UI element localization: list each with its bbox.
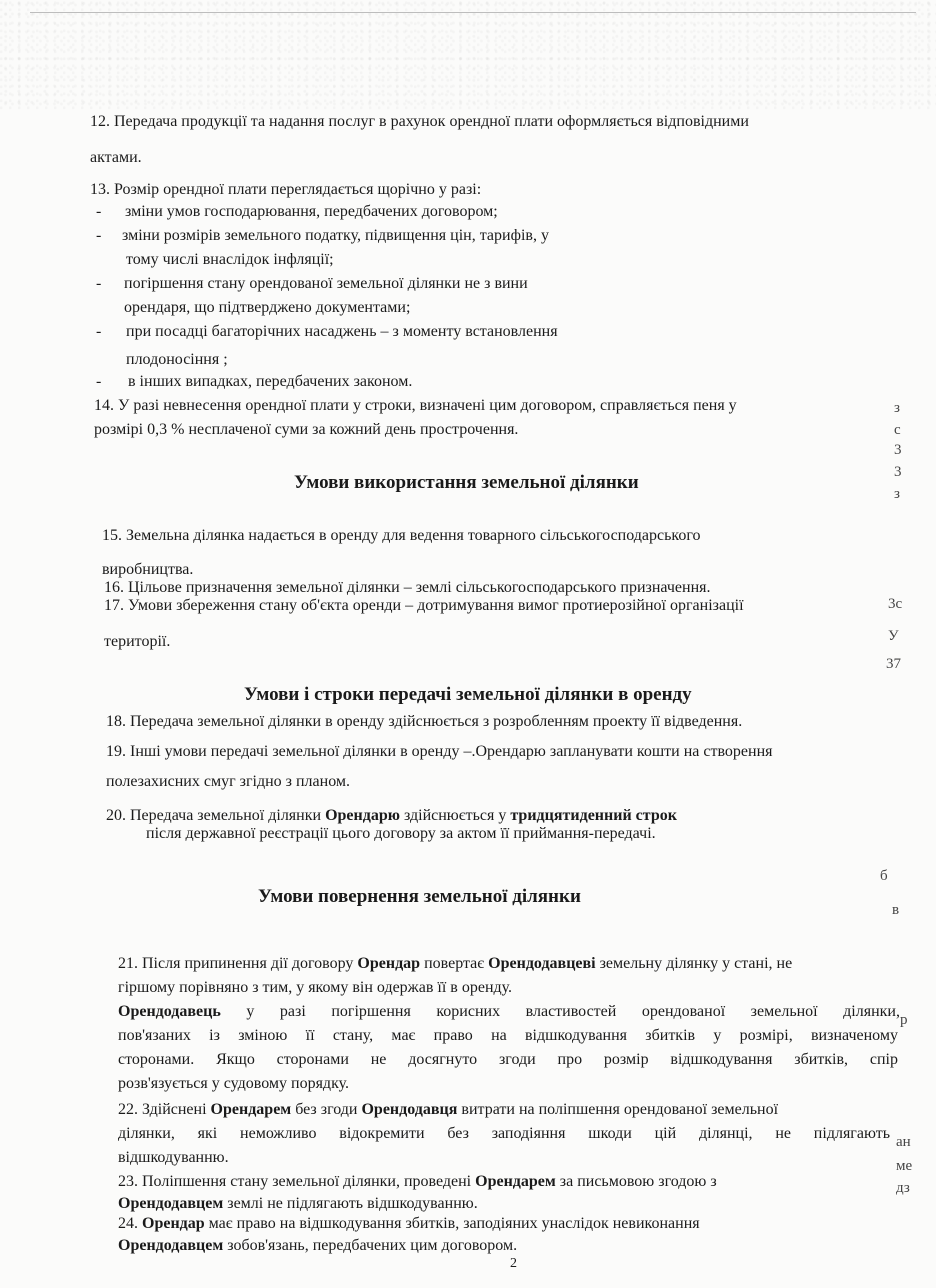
clause-13-item: зміни розмірів земельного податку, підвищення цін, тарифів, у: [122, 227, 549, 244]
clause-19-line-2: полезахисних смуг згідно з планом.: [106, 773, 351, 790]
clause-16: 16. Цільове призначення земельної ділянки – землі сільськогосподарського призначення.: [104, 579, 711, 596]
section-heading: Умови і строки передачі земельної ділянки в оренду: [244, 684, 692, 705]
clause-15-line-2: виробництва.: [102, 561, 194, 578]
list-dash: -: [96, 373, 102, 390]
clause-21-line-5: сторонами. Якщо сторонами не досягнуто згоди про розмір відшкодування збитків, спір: [118, 1051, 898, 1068]
edge-fragment: б: [880, 868, 888, 884]
clause-23-line-1: 23. Поліпшення стану земельної ділянки, проведені Орендарем за письмовою згодою з: [118, 1173, 717, 1190]
clause-12-line-1: 12. Передача продукції та надання послуг в рахунок орендної плати оформляється відповідними: [90, 113, 749, 130]
edge-fragment: ме: [896, 1158, 913, 1174]
edge-fragment: 3: [894, 442, 902, 458]
clause-17-line-2: території.: [104, 633, 171, 650]
clause-17-line-1: 17. Умови збереження стану об'єкта оренди – дотримування вимог протиерозійної організації: [104, 597, 744, 614]
clause-24-line-1: 24. Орендар має право на відшкодування збитків, заподіяних унаслідок невиконання: [118, 1215, 700, 1232]
edge-fragment: дз: [896, 1180, 910, 1196]
clause-13-item: зміни умов господарювання, передбачених договором;: [125, 203, 498, 220]
edge-fragment: з: [894, 400, 900, 416]
edge-fragment: 3с: [888, 596, 903, 612]
list-dash: -: [96, 203, 102, 220]
clause-14-line-2: розмірі 0,3 % несплаченої суми за кожний день прострочення.: [94, 421, 519, 438]
clause-19-line-1: 19. Інші умови передачі земельної ділянки в оренду –.Орендарю запланувати кошти на створення: [106, 743, 773, 760]
clause-21-line-4: пов'язаних із зміною її стану, має право на відшкодування збитків у розмірі, визначеному: [118, 1027, 898, 1044]
clause-20-line-2: після державної реєстрації цього договору за актом її приймання-передачі.: [146, 825, 656, 842]
clause-20-line-1: 20. Передача земельної ділянки Орендарю здійснюється у тридцятиденний строк: [106, 807, 677, 824]
edge-fragment: ан: [896, 1134, 911, 1150]
list-dash: -: [96, 323, 102, 340]
clause-13-intro: 13. Розмір орендної плати переглядається щорічно у разі:: [90, 181, 482, 198]
page-number: 2: [510, 1256, 517, 1271]
clause-13-item: плодоносіння ;: [126, 351, 228, 368]
top-border-line: [30, 12, 916, 13]
clause-13-item: погіршення стану орендованої земельної ділянки не з вини: [124, 275, 528, 292]
edge-fragment: в: [892, 902, 900, 918]
clause-24-line-2: Орендодавцем зобов'язань, передбачених цим договором.: [118, 1237, 518, 1254]
edge-fragment: з: [894, 486, 900, 502]
edge-fragment: с: [894, 422, 901, 438]
clause-13-item: в інших випадках, передбачених законом.: [128, 373, 413, 390]
edge-fragment: 3: [894, 464, 902, 480]
clause-22-line-2: ділянки, які неможливо відокремити без заподіяння шкоди цій ділянці, не підлягають: [118, 1125, 890, 1142]
clause-21-line-2: гіршому порівняно з тим, у якому він одержав її в оренду.: [118, 979, 513, 996]
clause-22-line-1: 22. Здійснені Орендарем без згоди Орендодавця витрати на поліпшення орендованої земельної: [118, 1101, 779, 1118]
clause-13-item: орендаря, що підтверджено документами;: [124, 299, 411, 316]
edge-fragment: р: [900, 1012, 908, 1028]
section-heading: Умови повернення земельної ділянки: [258, 886, 581, 907]
clause-23-line-2: Орендодавцем землі не підлягають відшкодуванню.: [118, 1195, 478, 1212]
edge-fragment: 37: [886, 656, 901, 672]
clause-14-line-1: 14. У разі невнесення орендної плати у строки, визначені цим договором, справляється пеня у: [94, 397, 737, 414]
clause-18: 18. Передача земельної ділянки в оренду здійснюється з розробленням проекту її відведення.: [106, 713, 743, 730]
clause-13-item: тому числі внаслідок інфляції;: [126, 251, 334, 268]
clause-21-line-1: 21. Після припинення дії договору Орендар повертає Орендодавцеві земельну ділянку у стані, не: [118, 955, 793, 972]
clause-21-line-6: розв'язується у судовому порядку.: [118, 1075, 350, 1092]
list-dash: -: [96, 275, 102, 292]
clause-15-line-1: 15. Земельна ділянка надається в оренду для ведення товарного сільськогосподарського: [102, 527, 701, 544]
clause-12-line-2: актами.: [90, 149, 142, 166]
scan-noise: [0, 0, 936, 110]
list-dash: -: [96, 227, 102, 244]
section-heading: Умови використання земельної ділянки: [294, 472, 639, 493]
clause-13-item: при посадці багаторічних насаджень – з моменту встановлення: [126, 323, 558, 340]
clause-22-line-3: відшкодуванню.: [118, 1149, 229, 1166]
edge-fragment: У: [888, 628, 899, 644]
clause-21-line-3: Орендодавець у разі погіршення корисних властивостей орендованої земельної ділянки,: [118, 1003, 900, 1020]
